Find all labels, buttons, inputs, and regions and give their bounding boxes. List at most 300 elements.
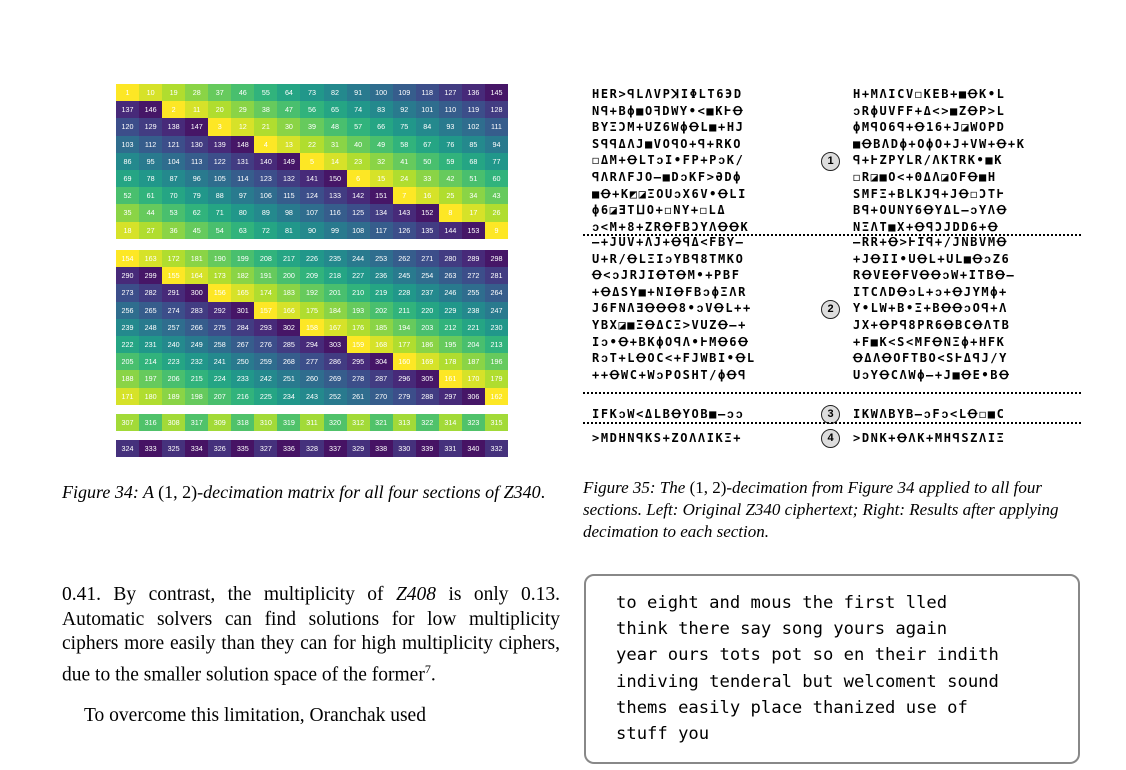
- matrix-cell: 84: [416, 118, 439, 135]
- matrix-cell: 320: [324, 414, 347, 431]
- matrix-cell: 325: [162, 440, 185, 457]
- matrix-cell: 27: [139, 222, 162, 239]
- matrix-cell: 173: [208, 267, 231, 284]
- paragraph-2: To overcome this limitation, Oranchak used: [84, 704, 426, 726]
- matrix-cell: 326: [208, 440, 231, 457]
- matrix-cell: 308: [162, 414, 185, 431]
- section-number-badge: 1: [821, 152, 840, 171]
- section-number-badge: 3: [821, 405, 840, 424]
- cipher-line: ◻R◪■O<+ΘΔΛ◪OFꝊ■H: [853, 169, 997, 184]
- cipher-line: Iↄ•Ꝋ+BKϕOꟼΛ•ⱵMꝊ6Ꝋ: [592, 334, 750, 349]
- matrix-cell: 338: [370, 440, 393, 457]
- matrix-cell: 319: [277, 414, 300, 431]
- matrix-cell: 291: [162, 284, 185, 301]
- matrix-cell: 116: [324, 204, 347, 221]
- matrix-cell: 220: [416, 302, 439, 319]
- matrix-cell: 60: [485, 170, 508, 187]
- cipher-line: ◻ΔM+ꝊLTↄI•FP+PↄK/: [592, 153, 745, 168]
- matrix-cell: 269: [324, 370, 347, 387]
- matrix-cell: 146: [139, 101, 162, 118]
- matrix-cell: 288: [416, 388, 439, 405]
- matrix-cell: 270: [370, 388, 393, 405]
- matrix-cell: 222: [116, 336, 139, 353]
- matrix-cell: 300: [185, 284, 208, 301]
- matrix-cell: 45: [185, 222, 208, 239]
- matrix-cell: 104: [162, 153, 185, 170]
- matrix-cell: 138: [162, 118, 185, 135]
- cipher-line: ꟼΛRΛFJO–■DↄKF>ӘDϕ: [592, 169, 743, 184]
- matrix-cell: 43: [485, 187, 508, 204]
- matrix-cell: 95: [139, 153, 162, 170]
- matrix-cell: 293: [254, 319, 277, 336]
- matrix-cell: 115: [277, 187, 300, 204]
- matrix-cell: 287: [370, 370, 393, 387]
- cipher-line: ■ꝊBΛDϕ+OϕO+J+VW+Ꝋ+K: [853, 136, 1026, 151]
- matrix-cell: 262: [393, 250, 416, 267]
- matrix-cell: 234: [277, 388, 300, 405]
- matrix-cell: 87: [162, 170, 185, 187]
- matrix-cell: 191: [254, 267, 277, 284]
- matrix-cell: 139: [208, 136, 231, 153]
- matrix-cell: 310: [254, 414, 277, 431]
- cipher-line: >DNK+ꝊΛK+MHꟼSZΛIΞ: [853, 431, 1006, 445]
- caption35-math: (1, 2): [689, 478, 727, 497]
- matrix-cell: 339: [416, 440, 439, 457]
- matrix-cell: 164: [185, 267, 208, 284]
- matrix-cell: 219: [370, 284, 393, 301]
- matrix-cell: 181: [185, 250, 208, 267]
- matrix-cell: 292: [208, 302, 231, 319]
- matrix-cell: 330: [393, 440, 416, 457]
- matrix-cell: 140: [254, 153, 277, 170]
- matrix-cell: 136: [462, 84, 485, 101]
- matrix-cell: 213: [485, 336, 508, 353]
- caption-mid: -decimation matrix for all four sections of: [197, 482, 504, 502]
- cipher-line: +JꝊII•UꝊL+UL■ꝊↄZ6: [853, 251, 1011, 266]
- matrix-cell: 53: [162, 204, 185, 221]
- matrix-cell: 228: [393, 284, 416, 301]
- matrix-cell: 117: [370, 222, 393, 239]
- matrix-cell: 94: [485, 136, 508, 153]
- result-line: stuff you: [616, 724, 710, 745]
- matrix-cell: 182: [231, 267, 254, 284]
- matrix-cell: 204: [462, 336, 485, 353]
- matrix-cell: 245: [393, 267, 416, 284]
- section-number-badge: 4: [821, 429, 840, 448]
- matrix-cell: 195: [439, 336, 462, 353]
- matrix-cell: 332: [485, 440, 508, 457]
- matrix-cell: 46: [231, 84, 254, 101]
- matrix-cell: 314: [439, 414, 462, 431]
- matrix-cell: 34: [462, 187, 485, 204]
- matrix-cell: 80: [231, 204, 254, 221]
- matrix-cell: 256: [116, 302, 139, 319]
- cipher-line: Ꝋ<ↄJRJIꝊTꝊM•+PBF: [592, 268, 741, 283]
- matrix-cell: 101: [416, 101, 439, 118]
- matrix-cell: 125: [347, 204, 370, 221]
- figure-35-caption: [583, 477, 1088, 543]
- matrix-cell: 331: [439, 440, 462, 457]
- matrix-cell: 75: [393, 118, 416, 135]
- matrix-cell: 133: [324, 187, 347, 204]
- cipher-line: IKWΛBYB–ↄFↄ<LꝊ◻■C: [853, 407, 1006, 421]
- matrix-cell: 83: [370, 101, 393, 118]
- matrix-cell: 232: [185, 353, 208, 370]
- matrix-cell: 198: [185, 388, 208, 405]
- matrix-cell: 144: [439, 222, 462, 239]
- matrix-cell: 313: [393, 414, 416, 431]
- matrix-cell: 51: [462, 170, 485, 187]
- matrix-cell: 258: [208, 336, 231, 353]
- matrix-cell: 145: [485, 84, 508, 101]
- matrix-cell: 93: [439, 118, 462, 135]
- para1-a: 0.41. By contrast, the multiplicity of: [62, 584, 396, 605]
- matrix-cell: 274: [162, 302, 185, 319]
- matrix-cell: 165: [231, 284, 254, 301]
- matrix-section-3: [116, 414, 508, 431]
- matrix-cell: 100: [370, 84, 393, 101]
- matrix-cell: 66: [370, 118, 393, 135]
- matrix-cell: 132: [277, 170, 300, 187]
- matrix-cell: 110: [439, 101, 462, 118]
- matrix-cell: 29: [231, 101, 254, 118]
- matrix-cell: 311: [300, 414, 323, 431]
- decimated-ciphertext: [853, 234, 1015, 383]
- original-ciphertext: [592, 430, 742, 447]
- matrix-cell: 6: [347, 170, 370, 187]
- matrix-cell: 193: [347, 302, 370, 319]
- matrix-cell: 243: [300, 388, 323, 405]
- matrix-cell: 240: [162, 336, 185, 353]
- matrix-cell: 218: [324, 267, 347, 284]
- matrix-cell: 18: [116, 222, 139, 239]
- matrix-cell: 202: [370, 302, 393, 319]
- matrix-cell: 318: [231, 414, 254, 431]
- matrix-cell: 335: [231, 440, 254, 457]
- matrix-cell: 109: [393, 84, 416, 101]
- result-line: indiving tenderal but welcoment sound: [616, 671, 999, 692]
- decimated-ciphertext: [853, 430, 1006, 447]
- section-divider-3: [583, 422, 1081, 424]
- matrix-cell: 86: [116, 153, 139, 170]
- matrix-cell: 239: [116, 319, 139, 336]
- matrix-cell: 254: [416, 267, 439, 284]
- cipher-line: JX+ꝊPꟼ8PR6ꝊBCꝊΛTB: [853, 317, 1011, 332]
- section-number-badge: 2: [821, 300, 840, 319]
- matrix-cell: 158: [300, 319, 323, 336]
- matrix-cell: 206: [162, 370, 185, 387]
- matrix-cell: 163: [139, 250, 162, 267]
- cipher-line: BYΞƆM+UZ6WϕꝊL■+HJ: [592, 120, 745, 135]
- cipher-line: ↄ<M+8+ZRꝊFBƆYΛꝊꝊK: [592, 219, 750, 234]
- matrix-cell: 78: [139, 170, 162, 187]
- matrix-cell: 301: [231, 302, 254, 319]
- result-line: to eight and mous the first lled: [616, 593, 948, 613]
- matrix-cell: 98: [277, 204, 300, 221]
- matrix-cell: 167: [324, 319, 347, 336]
- matrix-cell: 113: [185, 153, 208, 170]
- matrix-cell: 251: [277, 370, 300, 387]
- matrix-cell: 2: [162, 101, 185, 118]
- cipher-line: IFKↄW<ΔLBꝊYOB■–ↄↄ: [592, 407, 745, 421]
- matrix-cell: 252: [324, 388, 347, 405]
- matrix-cell: 14: [324, 153, 347, 170]
- matrix-cell: 327: [254, 440, 277, 457]
- matrix-cell: 12: [231, 118, 254, 135]
- matrix-cell: 112: [139, 136, 162, 153]
- matrix-cell: 23: [347, 153, 370, 170]
- matrix-cell: 168: [370, 336, 393, 353]
- matrix-cell: 260: [300, 370, 323, 387]
- matrix-cell: 244: [347, 250, 370, 267]
- matrix-cell: 242: [254, 370, 277, 387]
- matrix-cell: 238: [462, 302, 485, 319]
- matrix-cell: 148: [231, 136, 254, 153]
- matrix-cell: 281: [485, 267, 508, 284]
- matrix-cell: 229: [439, 302, 462, 319]
- matrix-cell: 169: [416, 353, 439, 370]
- matrix-cell: 283: [185, 302, 208, 319]
- matrix-cell: 174: [254, 284, 277, 301]
- matrix-cell: 52: [116, 187, 139, 204]
- matrix-cell: 74: [347, 101, 370, 118]
- matrix-cell: 172: [162, 250, 185, 267]
- cipher-line: J6FNΛƎꝊꝊꝊ8•ↄVꝊL++: [592, 301, 752, 316]
- cipher-line: HER>ꟼLΛVPꓘIΦLT6ЭD: [592, 87, 743, 101]
- matrix-cell: 278: [347, 370, 370, 387]
- matrix-cell: 317: [185, 414, 208, 431]
- matrix-cell: 152: [416, 204, 439, 221]
- cipher-line: –RR+Ꝋ>ⱵIꟼ+/JNBVMꝊ: [853, 235, 1008, 249]
- matrix-cell: 184: [324, 302, 347, 319]
- para1-end: .: [430, 664, 436, 685]
- cipher-line: ITCΛDꝊↄL+ↄ+ꝊJYMϕ+: [853, 284, 1008, 299]
- matrix-cell: 3: [208, 118, 231, 135]
- matrix-cell: 223: [162, 353, 185, 370]
- matrix-cell: 97: [231, 187, 254, 204]
- section-divider-2: [583, 392, 1081, 394]
- matrix-cell: 99: [324, 222, 347, 239]
- matrix-cell: 230: [485, 319, 508, 336]
- decimated-ciphertext: [853, 86, 1026, 235]
- matrix-cell: 36: [162, 222, 185, 239]
- matrix-cell: 44: [139, 204, 162, 221]
- matrix-cell: 134: [370, 204, 393, 221]
- cipher-line: ↄRϕUVFF+Δ<>■ZꝊP>L: [853, 103, 1006, 118]
- matrix-cell: 212: [439, 319, 462, 336]
- caption35-prefix: Figure 35: The: [583, 478, 690, 497]
- matrix-cell: 279: [393, 388, 416, 405]
- matrix-cell: 200: [277, 267, 300, 284]
- matrix-cell: 289: [462, 250, 485, 267]
- matrix-cell: 41: [393, 153, 416, 170]
- matrix-cell: 105: [208, 170, 231, 187]
- matrix-cell: 56: [300, 101, 323, 118]
- matrix-cell: 64: [277, 84, 300, 101]
- matrix-cell: 63: [231, 222, 254, 239]
- matrix-cell: 10: [139, 84, 162, 101]
- matrix-cell: 121: [162, 136, 185, 153]
- matrix-cell: 224: [208, 370, 231, 387]
- matrix-cell: 323: [462, 414, 485, 431]
- matrix-cell: 65: [324, 101, 347, 118]
- matrix-cell: 122: [208, 153, 231, 170]
- result-line: think there say song yours again: [616, 619, 948, 640]
- matrix-cell: 336: [277, 440, 300, 457]
- matrix-cell: 20: [208, 101, 231, 118]
- matrix-cell: 264: [485, 284, 508, 301]
- matrix-cell: 203: [416, 319, 439, 336]
- matrix-cell: 15: [370, 170, 393, 187]
- matrix-cell: 114: [231, 170, 254, 187]
- matrix-cell: 81: [277, 222, 300, 239]
- matrix-cell: 111: [485, 118, 508, 135]
- matrix-cell: 153: [462, 222, 485, 239]
- matrix-cell: 171: [116, 388, 139, 405]
- matrix-cell: 90: [300, 222, 323, 239]
- matrix-cell: 233: [231, 370, 254, 387]
- cipher-line: RↄT+LꝊOC<+FJWBI•ꝊL: [592, 351, 756, 366]
- matrix-cell: 294: [300, 336, 323, 353]
- cipher-line: ϕ6◪ƎTⵡO+◻NY+◻LΔ: [592, 203, 727, 218]
- matrix-cell: 286: [324, 353, 347, 370]
- cipher-line: ϕMꟼO6ꟼ+Ꝋ16+J◪WOPD: [853, 120, 1006, 135]
- matrix-cell: 88: [208, 187, 231, 204]
- matrix-cell: 157: [254, 302, 277, 319]
- matrix-cell: 175: [300, 302, 323, 319]
- z408-ref: Z408: [395, 584, 437, 605]
- matrix-cell: 128: [485, 101, 508, 118]
- cipher-line: YBX◪■ΞꝊΔCΞ>VUZꝊ–+: [592, 317, 747, 332]
- cipher-line: +ꝊΔSY■+NIꝊFBↄϕΞΛR: [592, 284, 747, 299]
- matrix-cell: 17: [462, 204, 485, 221]
- matrix-cell: 149: [277, 153, 300, 170]
- matrix-cell: 290: [116, 267, 139, 284]
- matrix-cell: 183: [277, 284, 300, 301]
- matrix-cell: 32: [370, 153, 393, 170]
- matrix-cell: 179: [485, 370, 508, 387]
- matrix-cell: 259: [254, 353, 277, 370]
- paragraph-1: [62, 583, 560, 688]
- matrix-cell: 120: [116, 118, 139, 135]
- matrix-cell: 312: [347, 414, 370, 431]
- matrix-cell: 91: [347, 84, 370, 101]
- matrix-cell: 215: [185, 370, 208, 387]
- matrix-cell: 22: [300, 136, 323, 153]
- matrix-cell: 194: [393, 319, 416, 336]
- matrix-cell: 302: [277, 319, 300, 336]
- matrix-cell: 58: [393, 136, 416, 153]
- matrix-cell: 321: [370, 414, 393, 431]
- matrix-cell: 328: [300, 440, 323, 457]
- footnote-7[interactable]: 7: [424, 661, 431, 676]
- matrix-cell: 296: [393, 370, 416, 387]
- matrix-cell: 261: [347, 388, 370, 405]
- matrix-cell: 166: [277, 302, 300, 319]
- matrix-cell: 147: [185, 118, 208, 135]
- matrix-cell: 142: [347, 187, 370, 204]
- original-ciphertext: [592, 406, 744, 423]
- caption-math: (1, 2): [158, 482, 198, 502]
- matrix-cell: 235: [324, 250, 347, 267]
- caption-prefix: Figure 34: A: [62, 482, 159, 502]
- matrix-cell: 205: [116, 353, 139, 370]
- matrix-cell: 118: [416, 84, 439, 101]
- result-line: year ours tots pot so en their indith: [616, 645, 999, 666]
- matrix-cell: 305: [416, 370, 439, 387]
- matrix-cell: 162: [485, 388, 508, 405]
- matrix-cell: 329: [347, 440, 370, 457]
- matrix-cell: 316: [139, 414, 162, 431]
- matrix-cell: 268: [277, 353, 300, 370]
- matrix-cell: 4: [254, 136, 277, 153]
- matrix-cell: 13: [277, 136, 300, 153]
- matrix-cell: 273: [116, 284, 139, 301]
- matrix-cell: 282: [139, 284, 162, 301]
- matrix-cell: 253: [370, 250, 393, 267]
- matrix-cell: 216: [231, 388, 254, 405]
- matrix-cell: 196: [485, 353, 508, 370]
- matrix-cell: 309: [208, 414, 231, 431]
- matrix-cell: 19: [162, 84, 185, 101]
- matrix-cell: 241: [208, 353, 231, 370]
- matrix-cell: 177: [393, 336, 416, 353]
- matrix-cell: 8: [439, 204, 462, 221]
- matrix-cell: 77: [485, 153, 508, 170]
- matrix-cell: 214: [139, 353, 162, 370]
- matrix-cell: 150: [324, 170, 347, 187]
- matrix-cell: 123: [254, 170, 277, 187]
- matrix-cell: 304: [370, 353, 393, 370]
- matrix-cell: 73: [300, 84, 323, 101]
- matrix-cell: 40: [347, 136, 370, 153]
- matrix-cell: 275: [208, 319, 231, 336]
- matrix-cell: 70: [162, 187, 185, 204]
- cipher-line: –+JUV+ΛJ+ꝊꟼΔ<FBY–: [592, 235, 745, 249]
- matrix-cell: 107: [300, 204, 323, 221]
- matrix-cell: 54: [208, 222, 231, 239]
- cipher-line: ++ꝊWC+WↄPOSHT/ϕꝊꟼ: [592, 367, 747, 382]
- matrix-cell: 11: [185, 101, 208, 118]
- cipher-line: ■Ꝋ+K◩◪ΞOUↄX6V•ꝊLI: [592, 186, 747, 201]
- matrix-cell: 155: [162, 267, 185, 284]
- matrix-cell: 159: [347, 336, 370, 353]
- matrix-cell: 143: [393, 204, 416, 221]
- matrix-cell: 62: [185, 204, 208, 221]
- matrix-cell: 26: [485, 204, 508, 221]
- matrix-cell: 207: [208, 388, 231, 405]
- matrix-cell: 280: [439, 250, 462, 267]
- matrix-cell: 106: [254, 187, 277, 204]
- decryption-result-text: [616, 590, 999, 747]
- matrix-cell: 257: [162, 319, 185, 336]
- matrix-cell: 186: [416, 336, 439, 353]
- matrix-cell: 82: [324, 84, 347, 101]
- matrix-cell: 89: [254, 204, 277, 221]
- matrix-cell: 47: [277, 101, 300, 118]
- matrix-cell: 307: [116, 414, 139, 431]
- matrix-cell: 59: [439, 153, 462, 170]
- original-ciphertext: [592, 234, 756, 383]
- matrix-cell: 334: [185, 440, 208, 457]
- matrix-cell: 176: [347, 319, 370, 336]
- matrix-cell: 151: [370, 187, 393, 204]
- matrix-cell: 297: [439, 388, 462, 405]
- section-divider-1: [583, 234, 1081, 236]
- matrix-cell: 103: [116, 136, 139, 153]
- matrix-cell: 299: [139, 267, 162, 284]
- cipher-line: Bꟼ+OUNY6ꝊYΔL–ↄYΛꝊ: [853, 203, 1008, 218]
